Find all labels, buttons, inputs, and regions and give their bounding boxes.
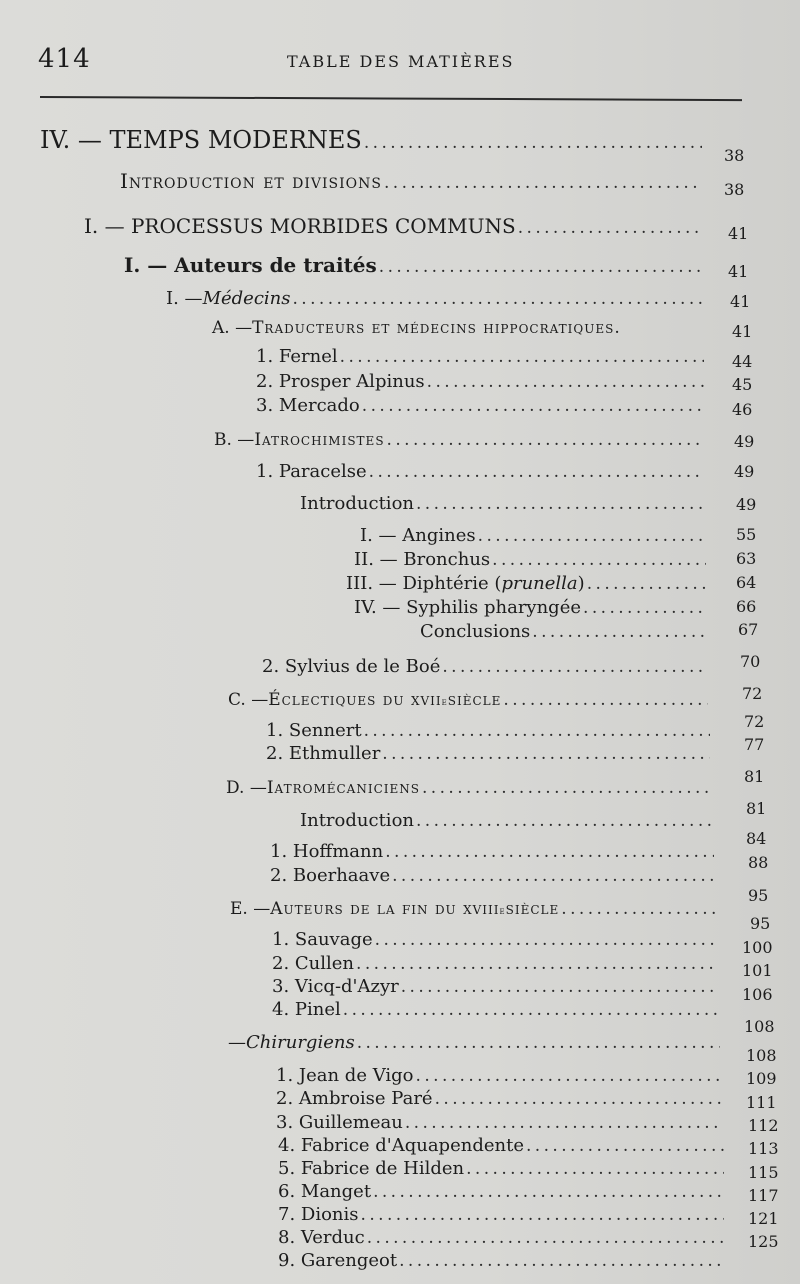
- toc-entry-title: IV. — Syphilis pharyngée: [354, 597, 582, 618]
- toc-entry: [346, 573, 706, 594]
- toc-entry-page: 81: [746, 799, 767, 818]
- toc-entry-suffix: siècle: [505, 899, 560, 919]
- toc-entry-page: 41: [730, 292, 751, 311]
- toc-entry-page: 77: [744, 735, 765, 754]
- toc-entry-title: Médecins: [202, 288, 291, 309]
- toc-entry: [262, 656, 708, 677]
- toc-entry-page: 113: [748, 1139, 779, 1158]
- toc-entry-page: 67: [738, 620, 759, 639]
- toc-entry-page: 64: [736, 573, 757, 592]
- toc-entry-title: Introduction: [300, 810, 414, 831]
- toc-entry-page: 121: [748, 1209, 779, 1228]
- toc-entry-page: 49: [734, 462, 755, 481]
- toc-entry-page: 55: [736, 525, 757, 544]
- toc-entry-page: 108: [744, 1017, 775, 1036]
- toc-entry: [166, 288, 702, 309]
- toc-entry-page: 41: [728, 262, 749, 281]
- toc-entry-page: 108: [746, 1046, 777, 1065]
- toc-entry: [278, 1204, 724, 1225]
- toc-entry-title: 1. Sauvage: [272, 929, 373, 950]
- toc-entry: C. — Éclectiques du xvii e siècle . . .: [228, 690, 708, 710]
- toc-entry-title: 6. Manget: [278, 1181, 372, 1202]
- toc-entry-title: Iatrochimistes: [254, 430, 385, 450]
- toc-entry-title: 1. Paracelse: [256, 461, 367, 482]
- toc-entry: [214, 430, 704, 450]
- toc-entry-title: 2. Sylvius de le Boé: [262, 656, 441, 677]
- toc-entry-title: 2. Boerhaave: [270, 865, 391, 886]
- toc-entry-title: 1. Jean de Vigo: [276, 1065, 414, 1086]
- toc-entry-page: 41: [728, 224, 749, 243]
- toc-entry-title: Iatromécaniciens: [266, 778, 420, 798]
- toc-entry-page: 38: [724, 180, 745, 199]
- toc-entry: [278, 1227, 724, 1248]
- toc-entry-page: 112: [748, 1116, 779, 1135]
- toc-entry-page: 101: [742, 961, 773, 980]
- toc-entry-title: I. — Auteurs de traités: [124, 253, 377, 277]
- toc-entry: [256, 461, 704, 482]
- toc-entry-page: 88: [748, 853, 769, 872]
- toc-entry-title: Introduction et divisions: [120, 169, 382, 193]
- toc-entry-page: 44: [732, 352, 753, 371]
- toc-entry: [256, 395, 704, 416]
- toc-entry-title: 3. Guillemeau: [276, 1112, 403, 1133]
- toc-entry-suffix: ): [577, 573, 585, 594]
- toc-entry-page: 45: [732, 375, 753, 394]
- toc-entry: [354, 597, 706, 618]
- toc-entry: [276, 1112, 722, 1133]
- toc-entry: [278, 1135, 724, 1156]
- toc-entry-title: I. — PROCESSUS MORBIDES COMMUNS: [84, 214, 516, 238]
- toc-entry-page: 81: [744, 767, 765, 786]
- toc-entry-title: Introduction: [300, 493, 414, 514]
- toc-entry-title: 3. Vicq-d'Azyr: [272, 976, 399, 997]
- toc-entry-page: 63: [736, 549, 757, 568]
- toc-entry-title: Éclectiques du xvii: [268, 690, 442, 710]
- toc-entry: [278, 1181, 724, 1202]
- toc-entry-title: 4. Pinel: [272, 999, 341, 1020]
- toc-entry-title: 8. Verduc: [278, 1227, 365, 1248]
- toc-entry-title: 1. Hoffmann: [270, 841, 384, 862]
- toc-entry-title: 1. Sennert: [266, 720, 362, 741]
- toc-entry: [420, 621, 706, 642]
- toc-entry-page: 66: [736, 597, 757, 616]
- toc-entry-page: 72: [744, 712, 765, 731]
- toc-entry-prefix: III. — Diphtérie (: [346, 573, 502, 594]
- toc-entry: [226, 778, 712, 798]
- toc-entry: [270, 865, 714, 886]
- toc-entry-page: 115: [748, 1163, 779, 1182]
- toc-entry: E. — Auteurs de la fin du xviii e siècle . . .: [230, 899, 716, 919]
- toc-entry: [272, 953, 718, 974]
- toc-entry-title: prunella: [501, 573, 578, 594]
- toc-entry: [278, 1158, 724, 1179]
- toc-entry: [272, 929, 718, 950]
- toc-entry-title: 2. Prosper Alpinus: [256, 371, 425, 392]
- toc-entry-title: I. — Angines: [360, 525, 476, 546]
- toc-entry: [84, 214, 702, 238]
- toc-entry-title: 5. Fabrice de Hilden: [278, 1158, 465, 1179]
- toc-entry: [124, 253, 702, 277]
- toc-entry-title: 1. Fernel: [256, 346, 338, 367]
- toc-entry: [40, 126, 702, 154]
- toc-entry-prefix: C. —: [228, 690, 269, 710]
- toc-entry-title: 7. Dionis: [278, 1204, 359, 1225]
- running-title: TABLE DES MATIÈRES: [287, 52, 515, 71]
- toc-entry-page: 100: [742, 938, 773, 957]
- toc-entry-page: 38: [724, 146, 745, 165]
- toc-entry-page: 106: [742, 985, 773, 1004]
- toc-entry: [256, 371, 704, 392]
- toc-entry-prefix: A. —: [212, 318, 253, 338]
- toc-entry-page: 95: [748, 886, 769, 905]
- toc-entry: [272, 976, 718, 997]
- toc-entry: [256, 346, 704, 367]
- toc-entry-prefix: D. —: [226, 778, 267, 798]
- toc-entry-title: 3. Mercado: [256, 395, 360, 416]
- toc-entry-title: Chirurgiens: [246, 1032, 355, 1053]
- toc-entry-prefix: E. —: [230, 899, 271, 919]
- toc-entry: [276, 1065, 722, 1086]
- toc-entry-page: 95: [750, 914, 771, 933]
- toc-entry-page: 70: [740, 652, 761, 671]
- toc-entry: [266, 743, 710, 764]
- toc-entry-title: 2. Ethmuller: [266, 743, 381, 764]
- toc-entry-suffix: siècle: [447, 690, 502, 710]
- toc-entry-page: 49: [736, 495, 757, 514]
- toc-entry: [228, 1032, 720, 1053]
- toc-entry-page: 72: [742, 684, 763, 703]
- toc-entry: [300, 493, 706, 514]
- toc-entry-title: IV. — TEMPS MODERNES: [40, 126, 362, 154]
- page-number: 414: [38, 44, 91, 74]
- toc-entry-prefix: I. —: [166, 288, 203, 309]
- toc-entry-title: Traducteurs et médecins hippocratiques.: [252, 318, 621, 338]
- toc-entry: [276, 1088, 722, 1109]
- toc-entry-page: 46: [732, 400, 753, 419]
- toc-entry-page: 109: [746, 1069, 777, 1088]
- toc-entry: [360, 525, 706, 546]
- toc-entry: [266, 720, 710, 741]
- toc-entry-title: II. — Bronchus: [354, 549, 491, 570]
- toc-entry: [270, 841, 714, 862]
- toc-entry: [120, 169, 702, 193]
- toc-entry-page: 84: [746, 829, 767, 848]
- toc-entry: [354, 549, 706, 570]
- toc-entry-prefix: B. —: [214, 430, 255, 450]
- toc-entry-prefix: —: [228, 1032, 246, 1053]
- toc-entry-page: 41: [732, 322, 753, 341]
- toc-entry-page: 117: [748, 1186, 779, 1205]
- toc-entry-title: Auteurs de la fin du xviii: [270, 899, 500, 919]
- toc-entry-page: 49: [734, 432, 755, 451]
- toc-entry-title: 4. Fabrice d'Aquapendente: [278, 1135, 524, 1156]
- toc-entry-title: 9. Garengeot: [278, 1250, 398, 1271]
- toc-entry-title: 2. Cullen: [272, 953, 355, 974]
- toc-entry: [278, 1250, 724, 1271]
- toc-entry-title: Conclusions: [420, 621, 531, 642]
- toc-entry-title: 2. Ambroise Paré: [276, 1088, 433, 1109]
- toc-entry-page: 111: [746, 1093, 777, 1112]
- toc-entry-page: 125: [748, 1232, 779, 1251]
- toc-entry: [212, 318, 720, 338]
- toc-entry: [272, 999, 718, 1020]
- toc-entry: [300, 810, 714, 831]
